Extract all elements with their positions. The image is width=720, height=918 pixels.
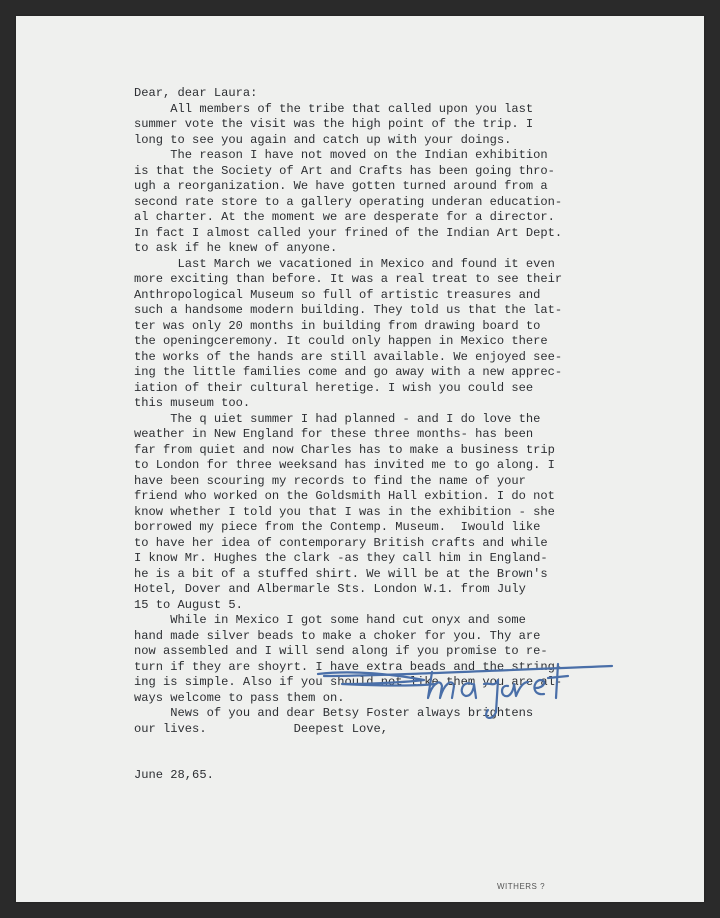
letter-line: the openingceremony. It could only happen in Mexico there	[134, 334, 548, 348]
letter-line: now assembled and I will send along if you promise to re-	[134, 644, 548, 658]
letter-line: friend who worked on the Goldsmith Hall exbition. I do not	[134, 489, 555, 503]
handwritten-signature	[312, 640, 622, 730]
letter-line: Anthropological Museum so full of artistic treasures and	[134, 287, 541, 302]
letter-line: 15 to August 5.	[134, 597, 243, 612]
letter-line: to London for three weeksand has invited me to go along. I	[134, 458, 555, 472]
letter-line: this museum too.	[134, 396, 251, 410]
letter-line: ugh a reorganization. We have gotten turned around from a	[134, 179, 548, 193]
letter-line: borrowed my piece from the Contemp. Museum. Iwould like	[134, 520, 541, 534]
letter-line: know whether I told you that I was in the exhibition - she	[134, 504, 555, 519]
letter-line: The reason I have not moved on the Indian exhibition	[134, 148, 548, 162]
salutation: Dear, dear Laura:	[134, 86, 258, 100]
letter-line: ways welcome to pass them on.	[134, 690, 345, 705]
letter-line: far from quiet and now Charles has to make a business trip	[134, 442, 555, 457]
letter-line: to have her idea of contemporary British crafts and while	[134, 535, 548, 550]
letter-line: he is a bit of a stuffed shirt. We will be at the Brown's	[134, 566, 548, 581]
letter-line: I know Mr. Hughes the clark -as they call him in England-	[134, 551, 548, 565]
letter-line: The q uiet summer I had planned - and I do love the	[134, 411, 541, 426]
letter-line: ing is simple. Also if you should not like them you are al-	[134, 675, 563, 689]
letter-line: second rate store to a gallery operating underan education-	[134, 194, 563, 209]
letter-line: have been scouring my records to find the name of your	[134, 473, 526, 488]
letter-line: While in Mexico I got some hand cut onyx and some	[134, 613, 526, 627]
letter-line: summer vote the visit was the high point of the trip. I	[134, 117, 534, 131]
closing-line: our lives. Deepest Love,	[134, 721, 389, 736]
letter-line: Last March we vacationed in Mexico and found it even	[134, 256, 555, 271]
letter-line: News of you and dear Betsy Foster always brightens	[134, 706, 534, 720]
letter-line: is that the Society of Art and Crafts has been going thro-	[134, 163, 555, 178]
letter-line: hand made silver beads to make a choker for you. Thy are	[134, 628, 541, 643]
spacer	[134, 737, 614, 768]
letter-line: iation of their cultural heretige. I wish you could see	[134, 380, 534, 395]
letter-page	[16, 16, 704, 902]
letter-line: such a handsome modern building. They told us that the lat-	[134, 303, 563, 317]
letter-line: al charter. At the moment we are desperate for a director.	[134, 210, 555, 224]
letter-date: June 28,65.	[134, 768, 214, 782]
letter-line: turn if they are shoyrt. I have extra beads and the string-	[134, 659, 563, 674]
letter-line: more exciting than before. It was a real treat to see their	[134, 272, 563, 286]
letter-line: the works of the hands are still available. We enjoyed see-	[134, 349, 563, 364]
letter-line: to ask if he knew of anyone.	[134, 241, 338, 255]
letter-line: ter was only 20 months in building from drawing board to	[134, 318, 541, 333]
letter-line: In fact I almost called your frined of the Indian Art Dept.	[134, 225, 563, 240]
letter-line: weather in New England for these three months- has been	[134, 427, 534, 441]
letter-line: Hotel, Dover and Albermarle Sts. London W.1. from July	[134, 582, 526, 596]
letter-line: All members of the tribe that called upon you last	[134, 101, 534, 116]
letter-line: long to see you again and catch up with your doings.	[134, 132, 512, 147]
archive-note: WITHERS ?	[497, 882, 546, 891]
letter-line: ing the little families come and go away with a new apprec-	[134, 365, 563, 379]
